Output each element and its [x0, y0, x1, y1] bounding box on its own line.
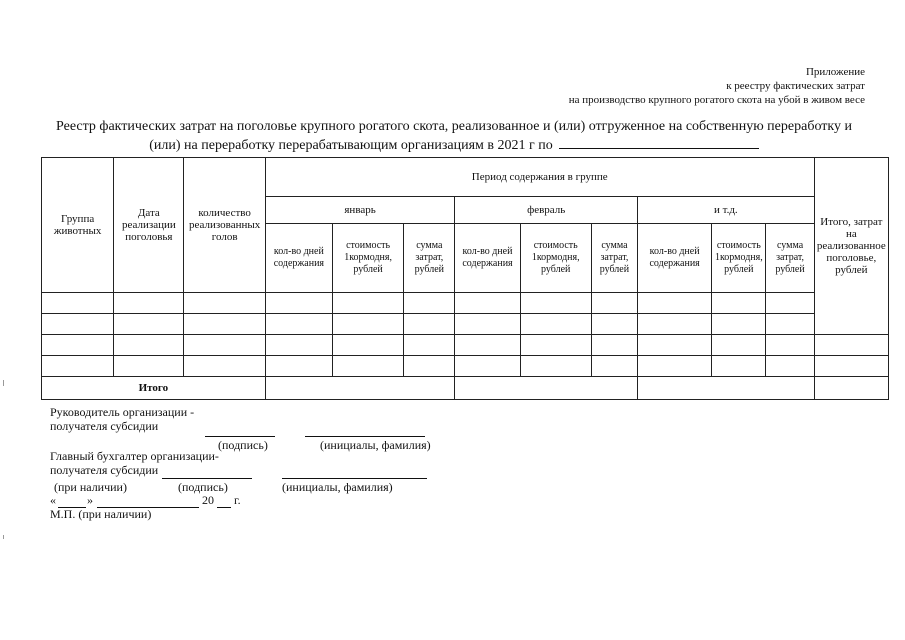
scan-edge-mark [3, 535, 4, 539]
table-row [42, 314, 889, 335]
sub-days-feb: кол-во дней содержания [455, 224, 520, 293]
scan-edge-mark [3, 380, 4, 386]
table-row [42, 335, 889, 356]
sub-sum-etc: сумма затрат, рублей [766, 224, 814, 293]
document-title-text: Реестр фактических затрат на поголовье крупного рогатого скота, реализованное и (или) отгруженное на собственную переработку и (или) на переработку перерабатывающим организациям в 2021 г по [56, 119, 852, 153]
head-signature-caption: (подпись) [218, 438, 268, 452]
accountant-title-line-1: Главный бухгалтер организации- [50, 449, 219, 463]
accountant-title-line-2: получателя субсидии [50, 463, 159, 477]
header-month-etc: и т.д. [638, 197, 815, 224]
accountant-initials-caption: (инициалы, фамилия) [282, 480, 393, 494]
head-initials-caption: (инициалы, фамилия) [320, 438, 431, 452]
appendix-note [569, 65, 865, 107]
sub-days-jan: кол-во дней содержания [265, 224, 332, 293]
header-group-animals: Группа животных [42, 158, 114, 293]
stamp-note: М.П. (при наличии) [50, 507, 152, 521]
header-month-february: февраль [455, 197, 638, 224]
date-close-quote: » [87, 493, 93, 507]
header-period: Период содержания в группе [265, 158, 814, 197]
header-total: Итого, затрат на реализованное поголовье, рублей [814, 158, 888, 335]
head-title-line-2: получателя субсидии [50, 419, 159, 433]
table-row [42, 293, 889, 314]
date-year-suffix: г. [234, 493, 241, 507]
signature-block [50, 405, 530, 525]
accountant-signature-line[interactable] [162, 477, 252, 479]
header-heads-count: количество реализованных голов [184, 158, 265, 293]
appendix-line-3: на производство крупного рогатого скота на убой в живом весе [568, 94, 865, 106]
appendix-line-2: к реестру фактических затрат [726, 80, 865, 92]
head-signature-line[interactable] [205, 435, 275, 437]
sub-days-etc: кол-во дней содержания [638, 224, 712, 293]
head-title-line-1: Руководитель организации - [50, 405, 195, 419]
date-year-prefix: 20 [202, 493, 214, 507]
sub-cost-feb: стоимость 1кормодня, рублей [520, 224, 591, 293]
sub-sum-feb: сумма затрат, рублей [591, 224, 637, 293]
appendix-line-1: Приложение [805, 66, 865, 78]
accountant-if-any: (при наличии) [54, 480, 127, 494]
header-month-january: январь [265, 197, 455, 224]
accountant-signature-caption: (подпись) [178, 480, 228, 494]
total-row [42, 377, 889, 400]
accountant-initials-line[interactable] [282, 477, 427, 479]
title-fill-line[interactable] [559, 136, 759, 149]
sub-cost-etc: стоимость 1кормодня, рублей [712, 224, 766, 293]
table-row [42, 356, 889, 377]
sub-cost-jan: стоимость 1кормодня, рублей [332, 224, 403, 293]
head-initials-line[interactable] [305, 435, 425, 437]
registry-table [41, 157, 889, 400]
header-sale-date: Дата реализации поголовья [114, 158, 184, 293]
date-year-line[interactable] [217, 506, 231, 508]
date-open-quote: « [50, 493, 56, 507]
sub-sum-jan: сумма затрат, рублей [404, 224, 455, 293]
total-row-label: Итого [42, 377, 266, 400]
document-title [40, 118, 868, 155]
